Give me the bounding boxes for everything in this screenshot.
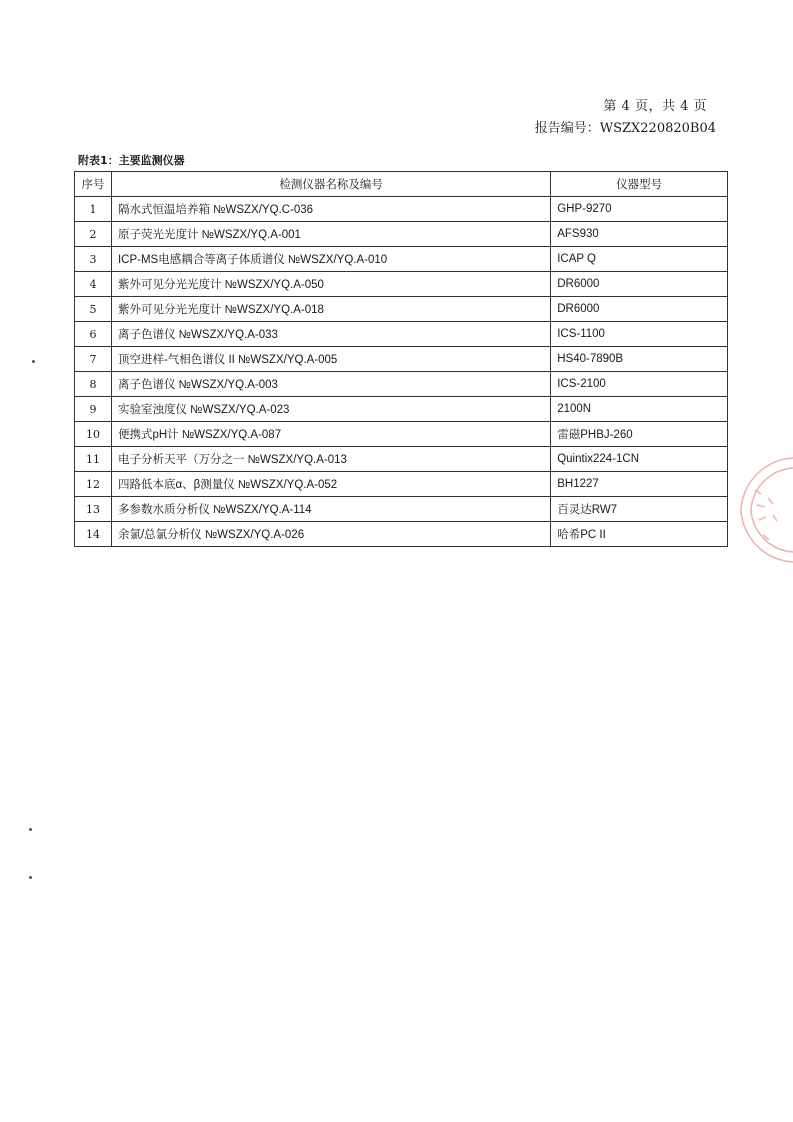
table-row — [75, 472, 728, 497]
instrument-model: 哈希PC II — [551, 522, 728, 547]
scan-speck — [29, 828, 32, 831]
table-row — [75, 322, 728, 347]
report-number: 报告编号：WSZX220820B04 — [534, 121, 716, 136]
row-number: 12 — [75, 472, 112, 497]
table-row — [75, 397, 728, 422]
table-header-row — [75, 172, 728, 197]
row-number: 6 — [75, 322, 112, 347]
table-row — [75, 422, 728, 447]
scan-speck — [29, 876, 32, 879]
row-number: 7 — [75, 347, 112, 372]
instrument-model: ICS-1100 — [551, 322, 728, 347]
instrument-name: 紫外可见分光光度计 №WSZX/YQ.A-050 — [111, 272, 550, 297]
instrument-model: 雷磁PHBJ-260 — [551, 422, 728, 447]
table-row — [75, 497, 728, 522]
table-row — [75, 372, 728, 397]
instrument-name: 便携式pH计 №WSZX/YQ.A-087 — [111, 422, 550, 447]
row-number: 3 — [75, 247, 112, 272]
table-row — [75, 347, 728, 372]
column-header-model: 仪器型号 — [551, 172, 728, 197]
instrument-name: 四路低本底α、β测量仪 №WSZX/YQ.A-052 — [111, 472, 550, 497]
row-number: 13 — [75, 497, 112, 522]
row-number: 8 — [75, 372, 112, 397]
column-header-no: 序号 — [75, 172, 112, 197]
table-row — [75, 247, 728, 272]
instrument-name: 顶空进样-气相色谱仪 II №WSZX/YQ.A-005 — [111, 347, 550, 372]
instrument-table — [74, 171, 728, 547]
row-number: 4 — [75, 272, 112, 297]
row-number: 9 — [75, 397, 112, 422]
instrument-name: 电子分析天平（万分之一 №WSZX/YQ.A-013 — [111, 447, 550, 472]
table-row — [75, 522, 728, 547]
row-number: 5 — [75, 297, 112, 322]
table-row — [75, 272, 728, 297]
table-caption: 附表1：主要监测仪器 — [78, 154, 185, 167]
instrument-name: ICP-MS电感耦合等离子体质谱仪 №WSZX/YQ.A-010 — [111, 247, 550, 272]
instrument-model: BH1227 — [551, 472, 728, 497]
instrument-name: 原子荧光光度计 №WSZX/YQ.A-001 — [111, 222, 550, 247]
instrument-model: Quintix224-1CN — [551, 447, 728, 472]
row-number: 11 — [75, 447, 112, 472]
row-number: 14 — [75, 522, 112, 547]
instrument-model: 2100N — [551, 397, 728, 422]
instrument-model: HS40-7890B — [551, 347, 728, 372]
instrument-model: ICS-2100 — [551, 372, 728, 397]
row-number: 1 — [75, 197, 112, 222]
instrument-model: AFS930 — [551, 222, 728, 247]
page-info: 第 4 页，共 4 页 — [603, 99, 707, 114]
instrument-name: 隔水式恒温培养箱 №WSZX/YQ.C-036 — [111, 197, 550, 222]
instrument-name: 离子色谱仪 №WSZX/YQ.A-033 — [111, 322, 550, 347]
instrument-name: 紫外可见分光光度计 №WSZX/YQ.A-018 — [111, 297, 550, 322]
table-row — [75, 197, 728, 222]
red-seal-stamp — [733, 450, 793, 570]
instrument-name: 多参数水质分析仪 №WSZX/YQ.A-114 — [111, 497, 550, 522]
instrument-model: DR6000 — [551, 272, 728, 297]
table-row — [75, 447, 728, 472]
instrument-name: 实验室浊度仪 №WSZX/YQ.A-023 — [111, 397, 550, 422]
instrument-model: DR6000 — [551, 297, 728, 322]
instrument-model: ICAP Q — [551, 247, 728, 272]
table-row — [75, 297, 728, 322]
column-header-name: 检测仪器名称及编号 — [111, 172, 550, 197]
scan-speck — [32, 360, 35, 363]
instrument-model: GHP-9270 — [551, 197, 728, 222]
row-number: 10 — [75, 422, 112, 447]
table-row — [75, 222, 728, 247]
row-number: 2 — [75, 222, 112, 247]
instrument-name: 余氯/总氯分析仪 №WSZX/YQ.A-026 — [111, 522, 550, 547]
instrument-model: 百灵达RW7 — [551, 497, 728, 522]
instrument-name: 离子色谱仪 №WSZX/YQ.A-003 — [111, 372, 550, 397]
